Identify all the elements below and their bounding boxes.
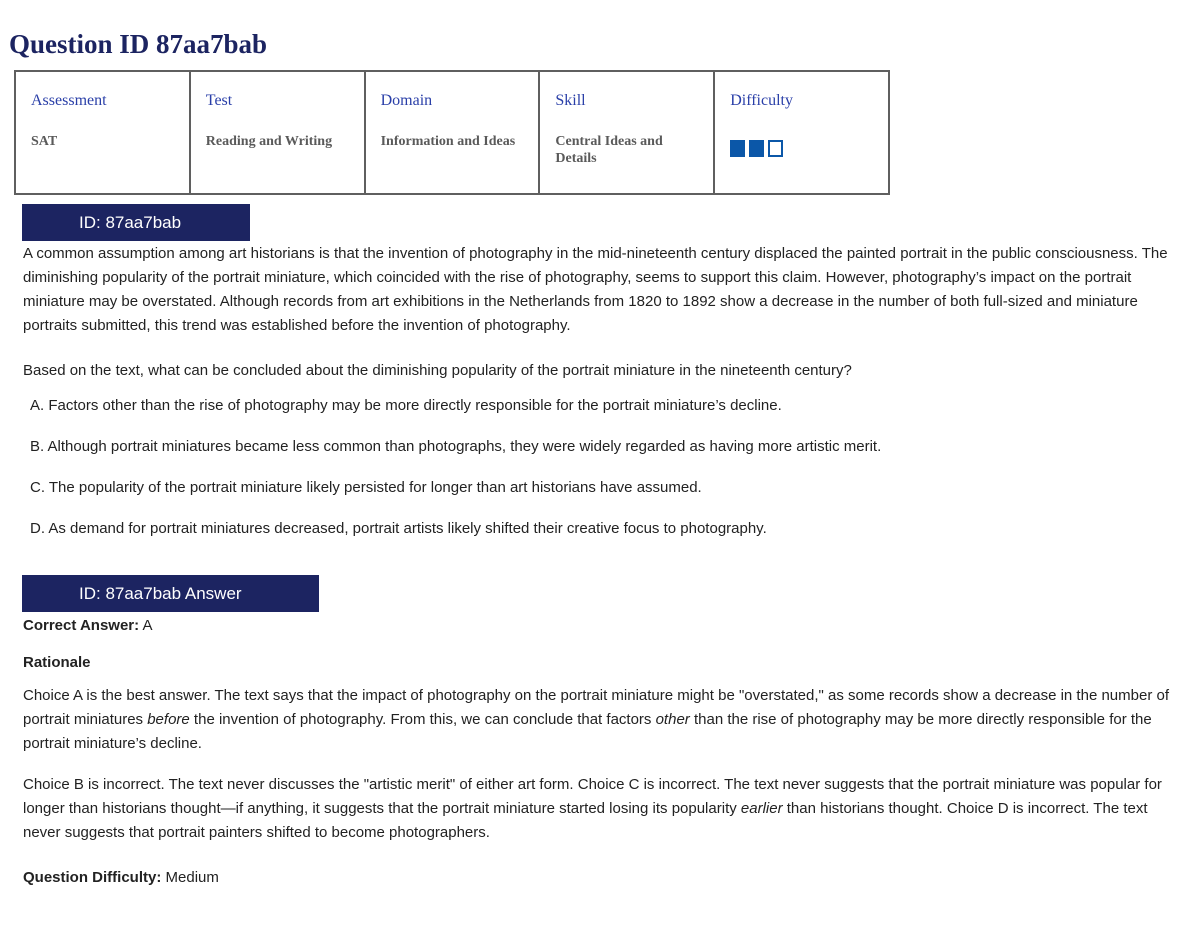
question-difficulty-value: Medium	[165, 869, 219, 886]
difficulty-cell	[714, 71, 889, 194]
test-header: Test	[205, 92, 233, 109]
rationale-p2-text-2: than historians thought. Choice D is incorrect. The text never suggests that portrait painters shifted to become photographers.	[23, 800, 1148, 841]
rationale-p1-emphasis-2: other	[655, 711, 690, 728]
difficulty-box-1	[730, 140, 745, 157]
answer-choice-b: B. Although portrait miniatures became less common than photographs, they were widely regarded as having more artistic merit.	[30, 438, 882, 455]
difficulty-header: Difficulty	[730, 92, 793, 109]
domain-header: Domain	[380, 92, 433, 109]
rationale-p1-text-3: than the rise of photography may be more directly responsible for the portrait miniature’s decline.	[23, 711, 1152, 752]
question-metadata-table	[14, 70, 890, 195]
rationale-paragraph-1	[23, 684, 1173, 756]
domain-value: Information and Ideas	[380, 134, 516, 149]
rationale-p1-text-1: Choice A is the best answer. The text says that the impact of photography on the portrait miniature might be "overstated," as some records show a decrease in the number of portrait miniatures	[23, 687, 1169, 728]
answer-choice-a: A. Factors other than the rise of photography may be more directly responsible for the portrait miniature’s decline.	[30, 397, 782, 414]
difficulty-box-3	[768, 140, 783, 157]
metadata-row	[15, 71, 889, 194]
page-title: Question ID 87aa7bab	[9, 29, 268, 59]
rationale-heading: Rationale	[23, 654, 91, 671]
assessment-header: Assessment	[31, 92, 107, 109]
skill-value: Central Ideas and Details	[555, 134, 663, 166]
assessment-cell	[15, 71, 190, 194]
answer-choice-c: C. The popularity of the portrait miniature likely persisted for longer than art historians have assumed.	[30, 479, 702, 496]
correct-answer-label: Correct Answer:	[23, 617, 140, 634]
answer-choice-d: D. As demand for portrait miniatures decreased, portrait artists likely shifted their creative focus to photography.	[30, 520, 767, 537]
answer-id-banner: ID: 87aa7bab Answer	[22, 575, 319, 612]
question-difficulty-label: Question Difficulty:	[23, 869, 162, 886]
question-prompt: Based on the text, what can be concluded about the diminishing popularity of the portrait miniature in the nineteenth century?	[23, 362, 852, 379]
test-cell	[190, 71, 365, 194]
assessment-value: SAT	[31, 134, 58, 149]
skill-cell	[539, 71, 714, 194]
skill-header: Skill	[555, 92, 586, 109]
question-difficulty	[23, 866, 1173, 890]
test-value: Reading and Writing	[205, 134, 333, 149]
rationale-p1-text-2: the invention of photography. From this, we can conclude that factors	[189, 711, 656, 728]
question-id-banner: ID: 87aa7bab	[22, 204, 250, 241]
difficulty-indicator	[730, 140, 874, 157]
correct-answer	[23, 614, 1173, 638]
rationale-p2-text-1: Choice B is incorrect. The text never discusses the "artistic merit" of either art form. Choice C is incorrect. The text never suggests that the portrait miniature was popular for longer than historians thought—if anything, it suggests that the portrait miniature started losing its popularity	[23, 776, 1162, 817]
question-passage: A common assumption among art historians is that the invention of photography in the mid-nineteenth century displaced the painted portrait in the public consciousness. The diminishing popularity of the portrait miniature, which coincided with the rise of photography, seems to support this claim. However, photography’s impact on the portrait miniature may be overstated. Although records from art exhibitions in the Netherlands from 1820 to 1892 show a decrease in the number of both full-sized and miniature portraits submitted, this trend was established before the invention of photography.	[23, 245, 1168, 334]
correct-answer-value: A	[142, 617, 153, 634]
difficulty-box-2	[749, 140, 764, 157]
rationale-p1-emphasis-1: before	[147, 711, 190, 728]
rationale-paragraph-2	[23, 773, 1173, 845]
domain-cell	[365, 71, 540, 194]
rationale-p2-emphasis-1: earlier	[740, 800, 783, 817]
